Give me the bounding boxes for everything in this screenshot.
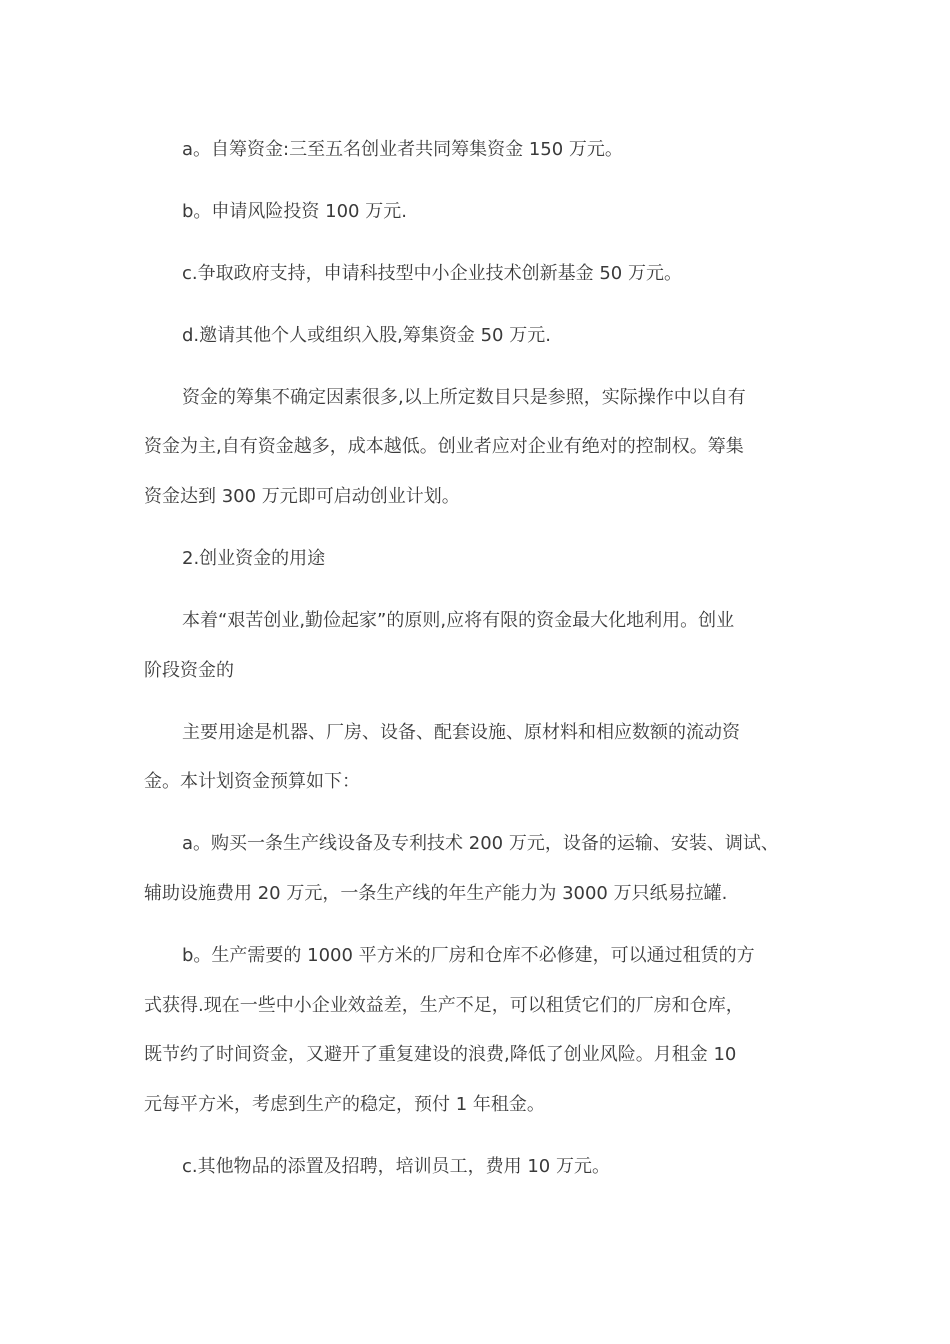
funding-note-line-3: 资金达到 300 万元即可启动创业计划。 [144,486,460,507]
funding-note-line-2: 资金为主,自有资金越多，成本越低。创业者应对企业有绝对的控制权。筹集 [144,436,744,457]
funding-item-a: a。自筹资金:三至五名创业者共同筹集资金 150 万元。 [182,139,623,160]
funding-item-b: b。申请风险投资 100 万元. [182,201,407,222]
budget-item-b-line-3: 既节约了时间资金，又避开了重复建设的浪费,降低了创业风险。月租金 10 [144,1044,737,1065]
funding-note-line-1: 资金的筹集不确定因素很多,以上所定数目只是参照，实际操作中以自有 [182,387,746,408]
funding-item-c: c.争取政府支持，申请科技型中小企业技术创新基金 50 万元。 [182,263,682,284]
budget-item-c: c.其他物品的添置及招聘，培训员工，费用 10 万元。 [182,1156,610,1177]
usage-intro-line-1: 本着“艰苦创业,勤俭起家”的原则,应将有限的资金最大化地利用。创业 [182,610,735,631]
budget-item-a-line-1: a。购买一条生产线设备及专利技术 200 万元，设备的运输、安装、调试、 [182,833,779,854]
usage-main-line-2: 金。本计划资金预算如下： [144,771,360,792]
section-heading: 2.创业资金的用途 [182,548,326,569]
budget-item-b-line-1: b。生产需要的 1000 平方米的厂房和仓库不必修建，可以通过租赁的方 [182,945,755,966]
budget-item-a-line-2: 辅助设施费用 20 万元，一条生产线的年生产能力为 3000 万只纸易拉罐. [144,883,728,904]
usage-main-line-1: 主要用途是机器、厂房、设备、配套设施、原材料和相应数额的流动资 [182,722,740,743]
usage-intro-line-2: 阶段资金的 [144,660,234,681]
budget-item-b-line-2: 式获得.现在一些中小企业效益差，生产不足，可以租赁它们的厂房和仓库， [144,995,744,1016]
funding-item-d: d.邀请其他个人或组织入股,筹集资金 50 万元. [182,325,551,346]
budget-item-b-line-4: 元每平方米，考虑到生产的稳定，预付 1 年租金。 [144,1094,545,1115]
